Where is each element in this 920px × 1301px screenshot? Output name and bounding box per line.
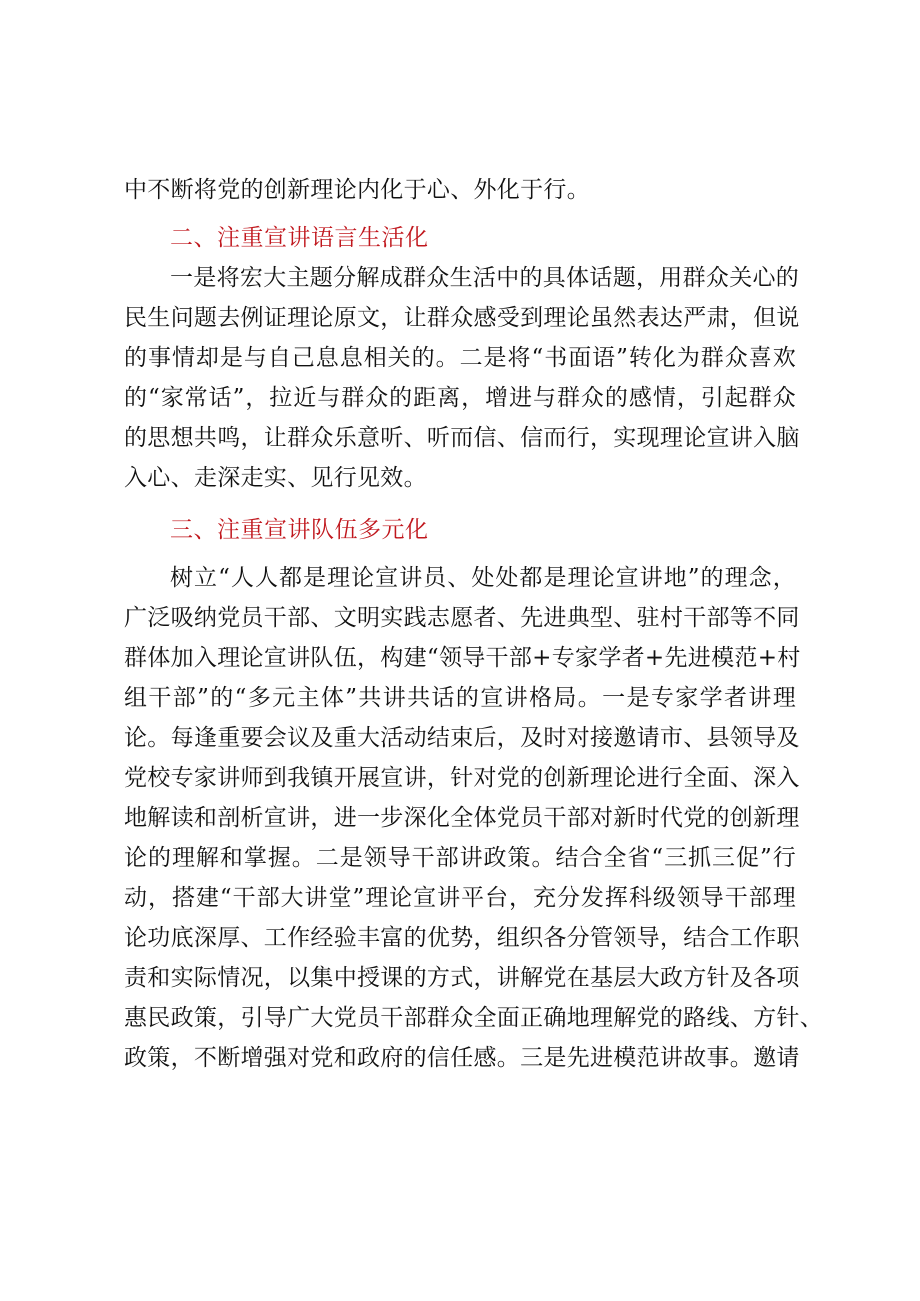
paragraph-line: 论功底深厚、工作经验丰富的优势，组织各分管领导，结合工作职	[124, 925, 800, 951]
paragraph-line: 地解读和剖析宣讲，进一步深化全体党员干部对新时代党的创新理	[124, 805, 800, 831]
section-heading-2: 二、注重宣讲语言生活化	[170, 225, 429, 251]
paragraph-line: 动，搭建“干部大讲堂”理论宣讲平台，充分发挥科级领导干部理	[124, 885, 796, 911]
paragraph-line: 群体加入理论宣讲队伍，构建“领导干部+专家学者+先进模范+村	[124, 645, 801, 671]
paragraph-line: 的“家常话”，拉近与群众的距离，增进与群众的感情，引起群众	[124, 385, 796, 411]
paragraph-line: 责和实际情况，以集中授课的方式，讲解党在基层大政方针及各项	[124, 965, 800, 991]
paragraph-line: 惠民政策，引导广大党员干部群众全面正确地理解党的路线、方针、	[124, 1005, 823, 1031]
section-heading-3: 三、注重宣讲队伍多元化	[170, 517, 429, 543]
paragraph-line: 政策，不断增强对党和政府的信任感。三是先进模范讲故事。邀请	[124, 1045, 800, 1071]
paragraph-line: 广泛吸纳党员干部、文明实践志愿者、先进典型、驻村干部等不同	[124, 605, 800, 631]
paragraph-line: 组干部”的“多元主体”共讲共话的宣讲格局。一是专家学者讲理	[124, 685, 796, 711]
paragraph-line: 党校专家讲师到我镇开展宣讲，针对党的创新理论进行全面、深入	[124, 765, 800, 791]
paragraph-line: 民生问题去例证理论原文，让群众感受到理论虽然表达严肃，但说	[124, 305, 800, 331]
paragraph-line: 论的理解和掌握。二是领导干部讲政策。结合全省“三抓三促”行	[124, 845, 796, 871]
paragraph-line: 论。每逢重要会议及重大活动结束后，及时对接邀请市、县领导及	[124, 725, 800, 751]
opening-line: 中不断将党的创新理论内化于心、外化于行。	[124, 177, 590, 203]
paragraph-line: 入心、走深走实、见行见效。	[124, 465, 427, 491]
paragraph-line: 的事情却是与自己息息相关的。二是将“书面语”转化为群众喜欢	[124, 345, 796, 371]
paragraph-line: 的思想共鸣，让群众乐意听、听而信、信而行，实现理论宣讲入脑	[124, 425, 800, 451]
paragraph-line: 树立“人人都是理论宣讲员、处处都是理论宣讲地”的理念，	[170, 565, 796, 591]
paragraph-line: 一是将宏大主题分解成群众生活中的具体话题，用群众关心的	[170, 265, 800, 291]
